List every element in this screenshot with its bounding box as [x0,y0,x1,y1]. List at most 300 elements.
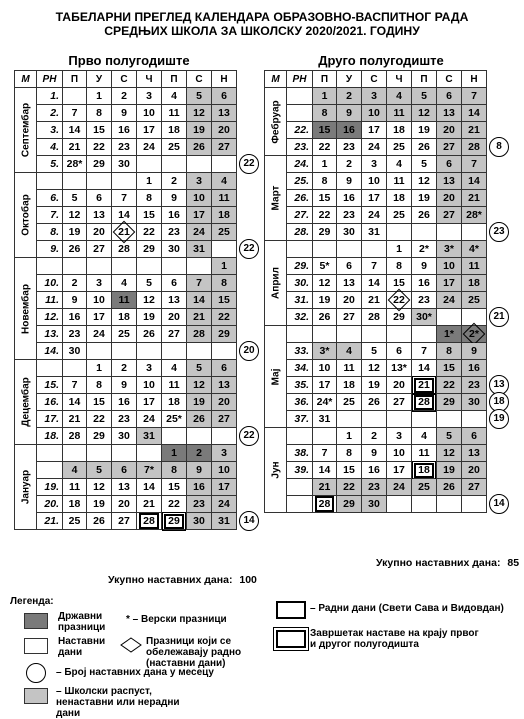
day-cell [87,411,112,428]
day-cell [462,360,487,377]
week-number: 11. [37,292,63,309]
day-number: 16 [418,277,430,289]
day-number: 20 [468,464,480,476]
day-cell [387,139,412,156]
day-cell [362,394,387,411]
day-number: 14 [368,277,380,289]
day-cell [112,139,137,156]
days-count-circle: 8 [489,137,509,157]
day-number: 11 [343,362,355,374]
day-cell [87,88,112,105]
week-number [287,105,313,122]
day-cell [437,258,462,275]
second-semester-title: Друго полугодиште [318,53,444,68]
day-number: 18 [343,379,355,391]
day-cell [462,258,487,275]
day-cell [63,309,87,326]
day-number: 25 [343,396,355,408]
day-cell [387,309,412,326]
day-number: 20 [393,379,405,391]
day-cell [63,479,87,496]
day-number: 30 [168,243,180,255]
week-row [265,241,487,258]
day-number: 29 [343,498,355,510]
day-number: 11 [218,192,230,204]
day-cell [212,224,237,241]
day-cell [437,411,462,428]
header-row [15,71,237,88]
day-cell [112,292,137,309]
day-number: 1 [96,90,102,102]
day-number: 12 [318,277,331,289]
day-cell [212,156,237,173]
week-row [15,292,237,309]
day-number: 9 [346,175,352,187]
day-cell [162,326,187,343]
day-number: 29 [443,396,455,408]
day-number: 20 [168,311,180,323]
day-cell [112,377,137,394]
day-cell [462,207,487,224]
day-number: 15 [318,124,331,136]
day-cell [337,479,362,496]
day-number: 9 [471,345,477,357]
day-number: 6 [396,345,402,357]
day-number: 23 [193,498,205,510]
day-cell [412,88,437,105]
day-number: 30* [416,311,432,323]
day-number: 29 [318,226,331,238]
day-number: 21 [414,378,434,393]
day-cell [387,377,412,394]
day-number: 5 [71,192,78,204]
day-cell [137,462,162,479]
day-number: 21 [368,294,380,306]
day-number: 8 [96,107,102,119]
day-cell [187,292,212,309]
day-cell [337,105,362,122]
day-number: 11 [418,447,430,459]
day-cell [87,224,112,241]
day-number: 27 [443,209,455,221]
week-row [265,360,487,377]
day-cell [162,241,187,258]
day-cell [387,479,412,496]
day-cell [362,241,387,258]
day-number: 12 [143,294,155,306]
day-cell [212,411,237,428]
day-number: 11 [168,379,180,391]
day-cell [187,326,212,343]
day-number: 16 [468,362,480,374]
week-row [15,258,237,275]
day-cell [112,156,137,173]
day-cell [212,139,237,156]
day-number: 3 [96,277,102,289]
day-number: 8 [221,277,227,289]
day-cell [462,88,487,105]
day-cell [337,139,362,156]
day-cell [437,394,462,411]
week-row [15,275,237,292]
day-number: 16 [118,396,130,408]
day-number: 14 [68,124,81,136]
day-cell [212,326,237,343]
day-cell [63,394,87,411]
day-cell [63,190,87,207]
week-row [15,122,237,139]
day-cell [137,411,162,428]
day-number: 18 [393,124,405,136]
week-number: 24. [287,156,313,173]
day-number: 15 [143,209,155,221]
day-number: 28 [368,311,380,323]
day-cell [362,428,387,445]
day-number: 20 [93,226,105,238]
day-cell [362,360,387,377]
day-number: 10 [218,464,230,476]
week-row [265,462,487,479]
days-count-circle: 13 [489,375,509,395]
day-number: 29 [93,430,105,442]
day-cell [112,173,137,190]
day-cell [412,173,437,190]
day-number: 25 [168,141,180,153]
day-cell [412,190,437,207]
days-count-circle: 22 [239,154,259,174]
header-cell: Ч [137,71,162,88]
day-number: 27 [218,141,230,153]
day-cell [412,377,437,394]
legend-end-teaching-box [276,630,306,648]
day-number: 23 [343,141,355,153]
day-cell [63,445,87,462]
day-cell [362,122,387,139]
day-cell [437,156,462,173]
day-cell [137,241,162,258]
header-cell: У [87,71,112,88]
week-row [265,428,487,445]
week-number: 2. [37,105,63,122]
day-number: 25 [468,294,480,306]
day-cell [162,513,187,530]
day-cell [162,428,187,445]
day-cell [137,292,162,309]
month-name: Децембар [20,377,31,427]
week-row [265,224,487,241]
week-row [15,513,237,530]
day-cell [462,445,487,462]
day-cell [313,190,337,207]
week-row [265,105,487,122]
day-number: 8 [346,447,352,459]
day-number: 18 [393,192,405,204]
day-cell [437,309,462,326]
day-cell [212,513,237,530]
day-number: 2 [346,158,352,170]
day-cell [212,360,237,377]
day-number: 29 [143,243,155,255]
day-number: 17 [368,192,380,204]
day-number: 30 [343,226,355,238]
day-number: 28* [66,158,83,170]
week-number: 23. [287,139,313,156]
day-cell [337,292,362,309]
day-number: 19 [418,192,430,204]
day-number: 24 [368,209,380,221]
day-number: 11 [393,175,405,187]
day-number: 30 [68,345,81,357]
day-cell [337,224,362,241]
day-number: 14 [68,396,81,408]
week-row [265,88,487,105]
legend-religious-label: * – Верски празници [126,614,227,625]
day-number: 22 [168,498,180,510]
day-number: 15 [93,396,105,408]
header-cell: Н [212,71,237,88]
day-cell [313,156,337,173]
day-cell [313,173,337,190]
day-number: 17 [143,124,155,136]
legend-working-holiday-label: Празници који се обележавају радно (наставни дани) [146,636,242,669]
day-cell [187,241,212,258]
week-row [265,496,487,513]
day-cell [387,496,412,513]
day-number: 27 [468,481,480,493]
day-number: 4 [171,362,177,374]
day-number: 5 [421,90,427,102]
first-total-value: 100 [239,574,257,586]
day-number: 12 [418,175,430,187]
day-cell [112,411,137,428]
week-row [265,156,487,173]
day-number: 3* [319,345,330,357]
day-number: 29 [164,514,184,529]
day-number: 2* [466,328,482,340]
day-cell [337,445,362,462]
day-cell [63,156,87,173]
week-number: 30. [287,275,313,292]
day-cell [387,173,412,190]
week-number: 6. [37,190,63,207]
day-cell [187,190,212,207]
day-number: 12 [368,362,380,374]
day-cell [112,496,137,513]
day-number: 11 [393,107,405,119]
day-cell [187,496,212,513]
day-number: 24 [143,413,155,425]
days-count-circle: 14 [239,511,259,531]
day-cell [162,258,187,275]
day-cell [63,428,87,445]
day-number: 31 [218,515,230,527]
day-number: 12 [418,107,430,119]
day-cell [137,496,162,513]
day-cell [313,326,337,343]
day-cell [212,88,237,105]
title-line-2: СРЕДЊИХ ШКОЛА ЗА ШКОЛСКУ 2020/2021. ГОДИНУ [104,24,420,38]
month-label [265,156,287,241]
day-number: 27 [168,328,180,340]
day-cell [362,224,387,241]
day-cell [337,156,362,173]
week-number [287,88,313,105]
week-number: 7. [37,207,63,224]
legend-teaching-swatch [24,638,48,654]
day-cell [137,326,162,343]
day-number: 19 [368,379,380,391]
week-number: 18. [37,428,63,445]
day-number: 22 [343,481,355,493]
day-cell [437,190,462,207]
day-cell [337,190,362,207]
week-number: 17. [37,411,63,428]
day-cell [462,462,487,479]
day-cell [137,377,162,394]
header-cell: П [412,71,437,88]
day-number: 14 [318,464,331,476]
week-number: 29. [287,258,313,275]
day-cell [337,360,362,377]
month-label [265,241,287,326]
day-number: 26 [418,141,430,153]
day-number: 1 [346,430,352,442]
day-cell [87,309,112,326]
day-cell [437,377,462,394]
day-cell [387,122,412,139]
day-number: 15 [318,192,331,204]
week-row [15,139,237,156]
day-number: 15 [93,124,105,136]
day-number: 21 [115,226,133,238]
day-number: 18 [168,396,180,408]
day-cell [412,462,437,479]
day-cell [162,173,187,190]
day-cell [137,309,162,326]
day-cell [462,394,487,411]
day-number: 1* [444,328,454,340]
day-cell [87,241,112,258]
week-number [37,360,63,377]
day-cell [362,88,387,105]
day-cell [313,224,337,241]
day-number: 12 [443,447,455,459]
day-number: 8 [321,175,328,187]
day-number: 17 [193,209,205,221]
day-cell [387,241,412,258]
day-cell [212,309,237,326]
month-name: Јануар [20,469,31,505]
day-cell [387,462,412,479]
day-number: 31 [318,413,331,425]
day-number: 18 [168,124,180,136]
day-number: 13* [391,362,407,374]
week-row [15,88,237,105]
day-number: 3 [196,175,202,187]
day-number: 19 [193,396,205,408]
day-number: 26 [68,243,81,255]
day-number: 27 [218,413,230,425]
day-cell [387,360,412,377]
day-number: 9 [196,464,202,476]
day-number: 24 [368,141,380,153]
day-cell [63,326,87,343]
day-cell [87,122,112,139]
week-number: 21. [37,513,63,530]
day-cell [112,479,137,496]
day-number: 8 [446,345,452,357]
day-cell [412,105,437,122]
week-row [15,462,237,479]
day-number: 26 [318,311,331,323]
day-number: 8 [321,107,328,119]
day-number: 18 [68,498,81,510]
day-number: 23 [118,141,130,153]
day-cell [112,241,137,258]
day-cell [412,292,437,309]
day-number: 1 [171,447,177,459]
first-total [108,574,257,586]
day-cell [437,343,462,360]
day-cell [137,275,162,292]
day-number: 19 [193,124,205,136]
day-number: 11 [68,481,81,493]
day-number: 2 [196,447,202,459]
day-cell [337,326,362,343]
day-number: 10 [193,192,205,204]
month-label [265,428,287,513]
day-number: 5* [319,260,330,272]
day-number: 20 [118,498,130,510]
day-number: 12 [93,481,105,493]
day-cell [112,309,137,326]
week-number: 38. [287,445,313,462]
day-cell [313,479,337,496]
week-number [287,326,313,343]
day-cell [63,275,87,292]
day-number: 4 [396,90,402,102]
day-cell [337,88,362,105]
day-cell [313,377,337,394]
day-cell [462,428,487,445]
day-cell [362,105,387,122]
week-number: 34. [287,360,313,377]
day-number: 21 [468,124,480,136]
month-label [15,258,37,360]
day-cell [112,258,137,275]
day-number: 12 [68,209,81,221]
day-cell [87,139,112,156]
day-number: 28 [68,430,81,442]
day-cell [212,377,237,394]
days-count-circle: 19 [489,409,509,429]
week-row [15,309,237,326]
month-label [265,326,287,428]
day-cell [462,377,487,394]
day-cell [337,496,362,513]
day-cell [362,462,387,479]
day-cell [313,241,337,258]
day-cell [212,496,237,513]
week-number: 13. [37,326,63,343]
day-number: 1 [321,158,328,170]
day-cell [187,343,212,360]
day-number: 27 [343,311,355,323]
day-number: 3 [371,90,377,102]
day-number: 13 [168,294,180,306]
header-cell: У [337,71,362,88]
day-cell [212,173,237,190]
